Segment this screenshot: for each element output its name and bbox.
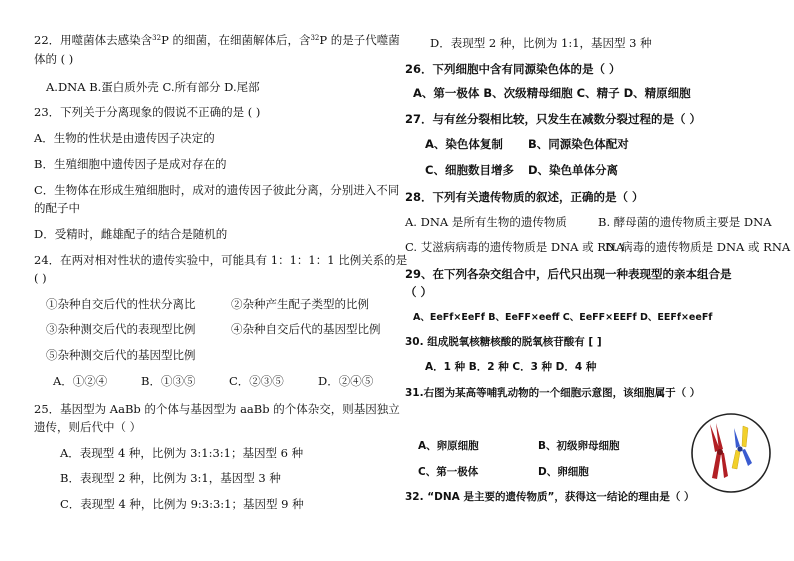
- q25-option-a: A．表现型 4 种，比例为 3:1:3:1；基因型 6 种: [60, 446, 304, 460]
- q28-option-d: D. 病毒的遗传物质是 DNA 或 RNA: [605, 240, 791, 254]
- q29-stem-cont: （ ）: [405, 285, 433, 299]
- q29-options: A、EeFf×EeFf B、EeFF×eeff C、EeFF×EEFf D、EEFf×eeFf: [413, 312, 713, 323]
- q28-option-c: C. 艾滋病病毒的遗传物质是 DNA 或 RNA: [405, 240, 625, 254]
- cell-membrane: [692, 414, 770, 492]
- q25-stem: 25．基因型为 AaBb 的个体与基因型为 aaBb 的个体杂交，则基因独立: [34, 402, 400, 416]
- q22-stem-a: 22．用噬菌体去感染含: [34, 33, 153, 47]
- q32-stem: 32. “DNA 是主要的遗传物质”，获得这一结论的理由是（ ）: [405, 491, 695, 503]
- q22-stem-b: P 的细菌，在细菌解体后，含: [161, 33, 311, 47]
- q31-stem: 31.右图为某高等哺乳动物的一个细胞示意图，该细胞属于（ ）: [405, 387, 701, 399]
- q24-option-d: D．②④⑤: [318, 374, 374, 388]
- q27-option-d: D、染色单体分离: [528, 163, 619, 177]
- cell-chromosome-icon: [690, 412, 772, 494]
- q22-line2: 体的 ( ): [34, 52, 74, 66]
- q24-item-5: ⑤杂种测交后代的基因型比例: [46, 348, 196, 362]
- q28-option-a: A. DNA 是所有生物的遗传物质: [405, 215, 567, 229]
- q24-stem: 24．在两对相对性状的遗传实验中，可能具有 1：1：1：1 比例关系的是: [34, 253, 408, 267]
- q22-sup2: 32: [310, 34, 320, 42]
- q31-option-c: C、第一极体: [418, 466, 479, 478]
- q28-option-b: B. 酵母菌的遗传物质主要是 DNA: [598, 215, 772, 229]
- q22-sup1: 32: [152, 34, 162, 42]
- q23-option-d: D．受精时，雌雄配子的结合是随机的: [34, 227, 228, 241]
- q23-option-a: A．生物的性状是由遗传因子决定的: [34, 131, 215, 145]
- q24-option-a: A．①②④: [53, 374, 108, 388]
- q24-option-c: C．②③⑤: [229, 374, 284, 388]
- q24-stem-cont: ( ): [34, 271, 47, 285]
- q27-stem: 27．与有丝分裂相比较，只发生在减数分裂过程的是（ ）: [405, 112, 702, 126]
- q23-option-c-cont: 的配子中: [34, 201, 80, 215]
- q22-stem: [34, 33, 400, 48]
- q23-stem: 23．下列关于分离现象的假说不正确的是 ( ): [34, 105, 261, 119]
- q26-options: A、第一极体 B、次级精母细胞 C、精子 D、精原细胞: [413, 86, 691, 100]
- q22-options: A.DNA B.蛋白质外壳 C.所有部分 D.尾部: [46, 80, 260, 94]
- q25-option-c: C．表现型 4 种，比例为 9:3:3:1；基因型 9 种: [60, 497, 304, 511]
- q27-option-b: B、同源染色体配对: [528, 137, 629, 151]
- q24-option-b: B．①③⑤: [141, 374, 196, 388]
- q23-option-b: B．生殖细胞中遗传因子是成对存在的: [34, 157, 227, 171]
- q24-item-1: ①杂种自交后代的性状分离比: [46, 297, 196, 311]
- q23-option-c: C．生物体在形成生殖细胞时，成对的遗传因子彼此分离，分别进入不同: [34, 183, 400, 197]
- q30-options: A．1 种 B．2 种 C．3 种 D．4 种: [425, 361, 597, 373]
- q29-stem: 29、在下列各杂交组合中，后代只出现一种表现型的亲本组合是: [405, 267, 732, 281]
- q24-item-2: ②杂种产生配子类型的比例: [231, 297, 369, 311]
- q31-option-b: B、初级卵母细胞: [538, 440, 620, 452]
- q25-option-d: D．表现型 2 种，比例为 1:1，基因型 3 种: [430, 36, 652, 50]
- q24-item-3: ③杂种测交后代的表现型比例: [46, 322, 196, 336]
- q31-option-a: A、卵原细胞: [418, 440, 479, 452]
- q28-stem: 28．下列有关遗传物质的叙述，正确的是（ ）: [405, 190, 644, 204]
- q22-stem-c: P 的是子代噬菌: [319, 33, 400, 47]
- q27-option-a: A、染色体复制: [425, 137, 503, 151]
- q24-item-4: ④杂种自交后代的基因型比例: [231, 322, 381, 336]
- q25-option-b: B．表现型 2 种，比例为 3:1，基因型 3 种: [60, 471, 281, 485]
- q27-option-c: C、细胞数目增多: [425, 163, 514, 177]
- q31-option-d: D、卵细胞: [538, 466, 589, 478]
- q30-stem: 30. 组成脱氧核糖核酸的脱氧核苷酸有 [ ]: [405, 336, 602, 348]
- q26-stem: 26．下列细胞中含有同源染色体的是（ ）: [405, 62, 621, 76]
- q25-stem-cont: 遗传，则后代中（ ）: [34, 420, 142, 434]
